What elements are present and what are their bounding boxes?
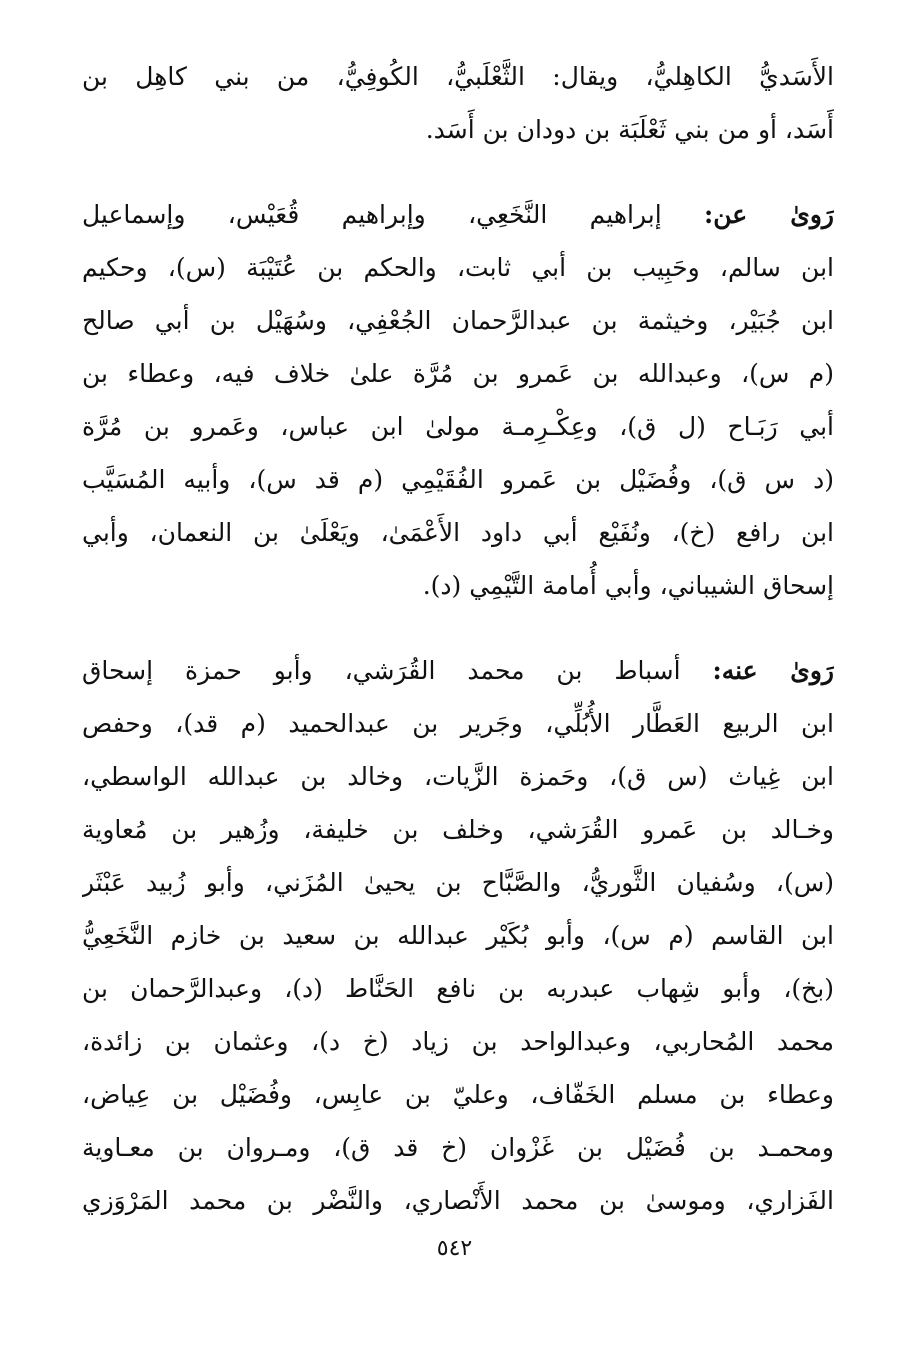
paragraph-gap [82, 156, 834, 188]
page-number: ٥٤٢ [436, 1236, 473, 1261]
page-body [82, 50, 834, 1227]
text-line-first [82, 188, 834, 241]
paragraph-gap [82, 612, 834, 644]
text-line-rest: أسباط بن محمد القُرَشي، وأبو حمزة إسحاق [82, 656, 713, 685]
text-line-rest: إبراهيم النَّخَعِي، وإبراهيم قُعَيْس، وإسماعيل [82, 200, 704, 229]
text-line: أَسَد، أو من بني ثَعْلَبَة بن دودان بن أَسَد. [425, 115, 834, 144]
text-line-first [82, 644, 834, 697]
text-line: وخـالد بن عَمرو القُرَشي، وخلف بن خليفة، وزُهير بن مُعاوية [82, 815, 834, 844]
text-line: وعطاء بن مسلم الخَفّاف، وعليّ بن عابِس، وفُضَيْل بن عِياض، [82, 1080, 834, 1109]
text-line: ابن القاسم (م س)، وأبو بُكَيْر عبدالله بن سعيد بن خازم النَّخَعِيُّ [82, 921, 834, 950]
text-line: ابن جُبَيْر، وخيثمة بن عبدالرَّحمان الجُعْفِي، وسُهَيْل بن أبي صالح [82, 306, 834, 335]
text-line: (س)، وسُفيان الثَّوريُّ، والصَّبَّاح بن يحيىٰ المُزَني، وأبو زُبيد عَبْثَر [82, 868, 834, 897]
text-line: (م س)، وعبدالله بن عَمرو بن مُرَّة علىٰ خلاف فيه، وعطاء بن [82, 359, 834, 388]
paragraph-narrated-by [82, 644, 834, 1227]
section-heading-narrated-by: رَوىٰ عنه: [712, 656, 834, 685]
paragraph-lineage [82, 50, 834, 156]
paragraph-narrated-from [82, 188, 834, 612]
text-line: ابن رافع (خ)، ونُفَيْع أبي داود الأَعْمَىٰ، ويَعْلَىٰ بن النعمان، وأبي [82, 518, 834, 547]
text-line: ابن الربيع العَطَّار الأُبُلِّي، وجَرير بن عبدالحميد (م قد)، وحفص [82, 709, 834, 738]
text-line: أبي رَبَـاح (ل ق)، وعِكْـرِمـة مولىٰ ابن عباس، وعَمرو بن مُرَّة [82, 412, 834, 441]
text-line: (بخ)، وأبو شِهاب عبدربه بن نافع الحَنَّاط (د)، وعبدالرَّحمان بن [82, 974, 834, 1003]
text-line: ابن غِياث (س ق)، وحَمزة الزَّيات، وخالد بن عبدالله الواسطي، [82, 762, 834, 791]
text-line: محمد المُحاربي، وعبدالواحد بن زياد (خ د)، وعثمان بن زائدة، [82, 1027, 834, 1056]
text-line: (د س ق)، وفُضَيْل بن عَمرو الفُقَيْمِي (م قد س)، وأبيه المُسَيَّب [82, 465, 834, 494]
text-line: الفَزاري، وموسىٰ بن محمد الأَنْصاري، والنَّضْر بن محمد المَرْوَزي [82, 1186, 834, 1215]
text-line: الأَسَديُّ الكاهِليُّ، ويقال: الثَّعْلَبيُّ، الكُوفِيُّ، من بني كاهِل بن [82, 62, 834, 91]
section-heading-narrated-from: رَوىٰ عن: [704, 200, 834, 229]
text-line: إسحاق الشيباني، وأبي أُمامة التَّيْمِي (د). [422, 571, 834, 600]
text-line: ومحمـد بن فُضَيْل بن غَزْوان (خ قد ق)، ومـروان بن معـاوية [82, 1133, 834, 1162]
text-line: ابن سالم، وحَبِيب بن أبي ثابت، والحكم بن عُتَيْبَة (س)، وحكيم [82, 253, 834, 282]
